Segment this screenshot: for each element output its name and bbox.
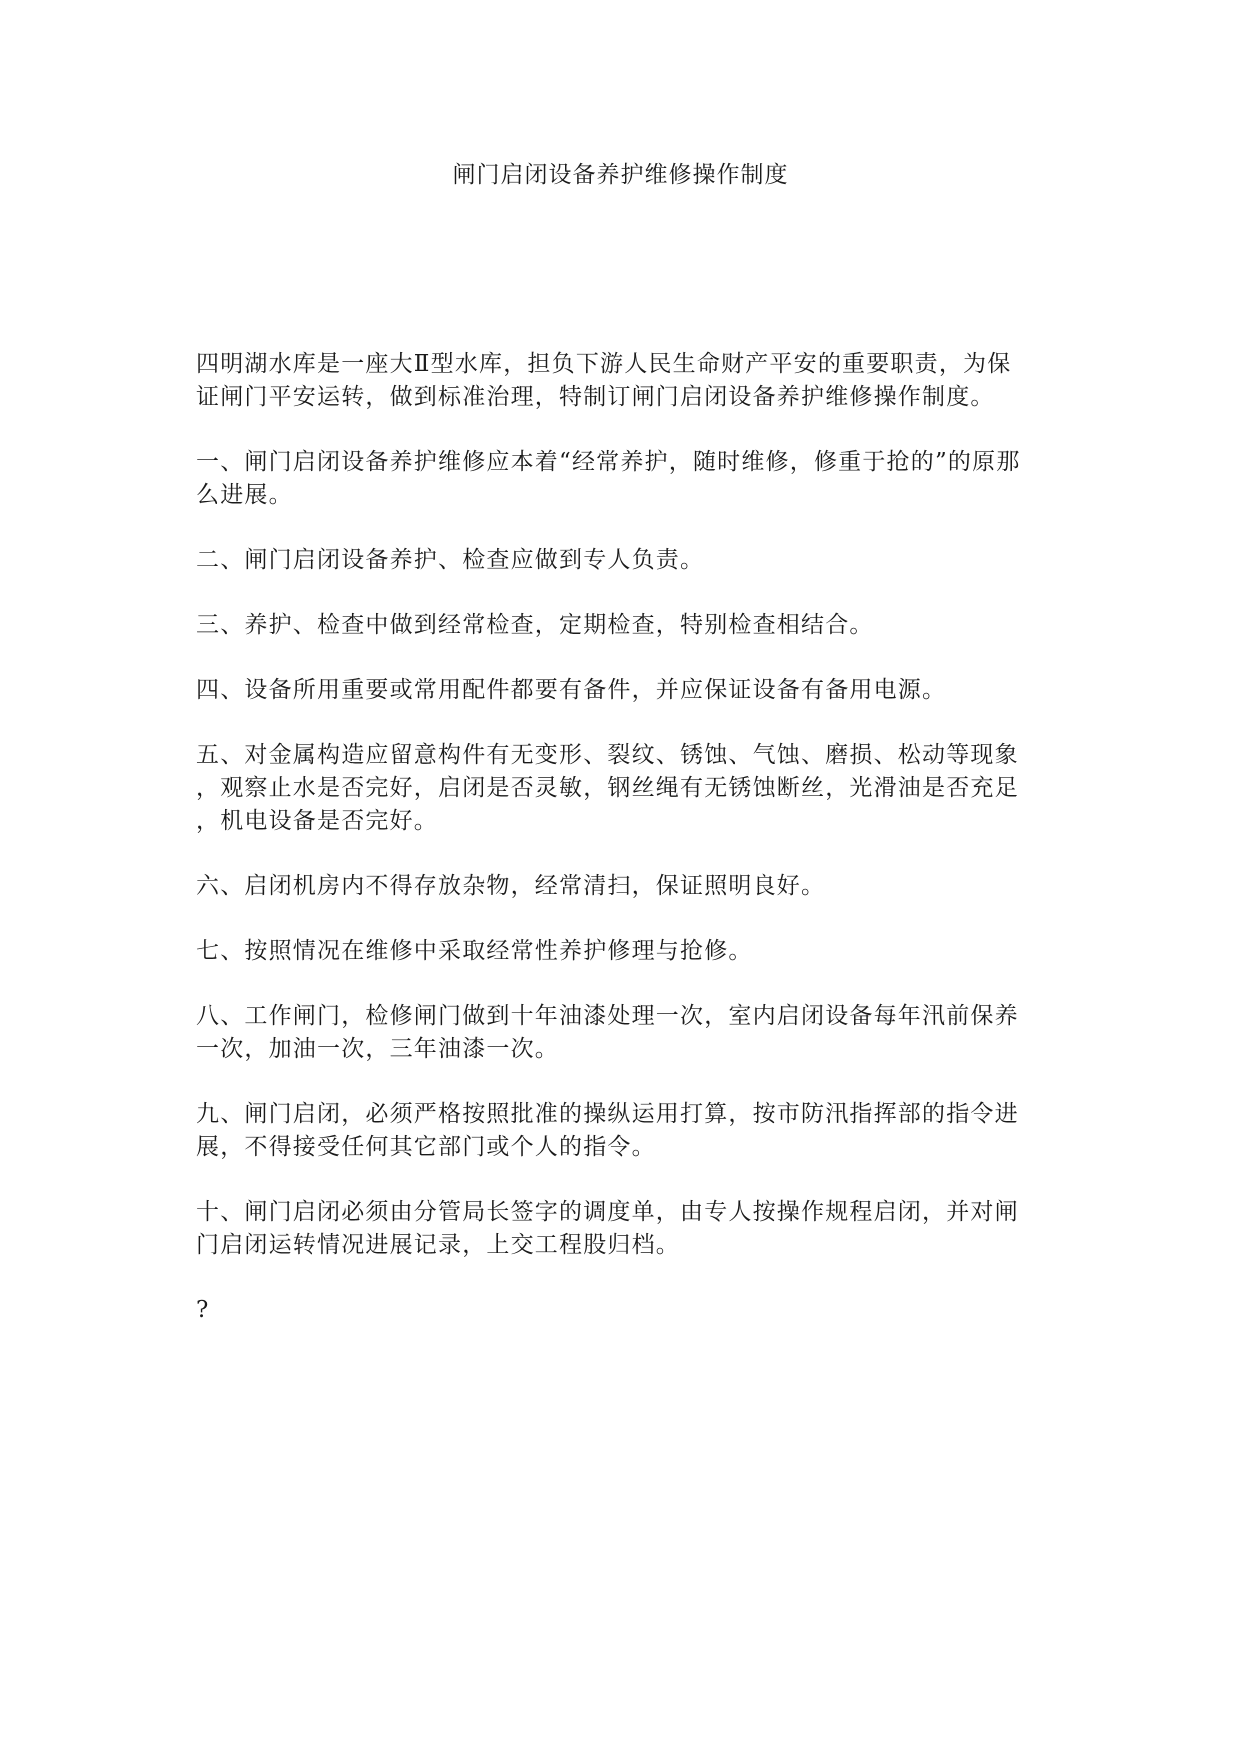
trailing-mark: ? — [196, 1297, 209, 1323]
document-title: 闸门启闭设备养护维修操作制度 — [452, 162, 789, 188]
paragraph-item-10: 十、闸门启闭必须由分管局长签字的调度单，由专人按操作规程启闭，并对闸 门启闭运转情况进展记录，上交工程股归档。 — [196, 1199, 1019, 1258]
paragraph-item-6: 六、启闭机房内不得存放杂物，经常清扫，保证照明良好。 — [196, 873, 826, 899]
paragraph-item-1: 一、闸门启闭设备养护维修应本着“经常养护，随时维修，修重于抢的”的原那 么进展。 — [196, 449, 1021, 508]
paragraph-item-4: 四、设备所用重要或常用配件都要有备件，并应保证设备有备用电源。 — [196, 677, 947, 703]
paragraph-intro: 四明湖水库是一座大Ⅱ型水库，担负下游人民生命财产平安的重要职责，为保 证闸门平安运转，做到标准治理，特制订闸门启闭设备养护维修操作制度。 — [196, 351, 1012, 410]
paragraph-item-5: 五、对金属构造应留意构件有无变形、裂纹、锈蚀、气蚀、磨损、松动等现象 ，观察止水是否完好，启闭是否灵敏，钢丝绳有无锈蚀断丝，光滑油是否充足 ，机电设备是否完好。 — [196, 742, 1019, 834]
paragraph-item-8: 八、工作闸门，检修闸门做到十年油漆处理一次，室内启闭设备每年汛前保养 一次，加油一次，三年油漆一次。 — [196, 1003, 1019, 1062]
document-body — [196, 348, 1056, 1327]
paragraph-item-2: 二、闸门启闭设备养护、检查应做到专人负责。 — [196, 547, 705, 573]
paragraph-item-9: 九、闸门启闭，必须严格按照批准的操纵运用打算，按市防汛指挥部的指令进 展，不得接受任何其它部门或个人的指令。 — [196, 1101, 1019, 1160]
paragraph-item-7: 七、按照情况在维修中采取经常性养护修理与抢修。 — [196, 938, 753, 964]
paragraph-item-3: 三、养护、检查中做到经常检查，定期检查，特别检查相结合。 — [196, 612, 874, 638]
